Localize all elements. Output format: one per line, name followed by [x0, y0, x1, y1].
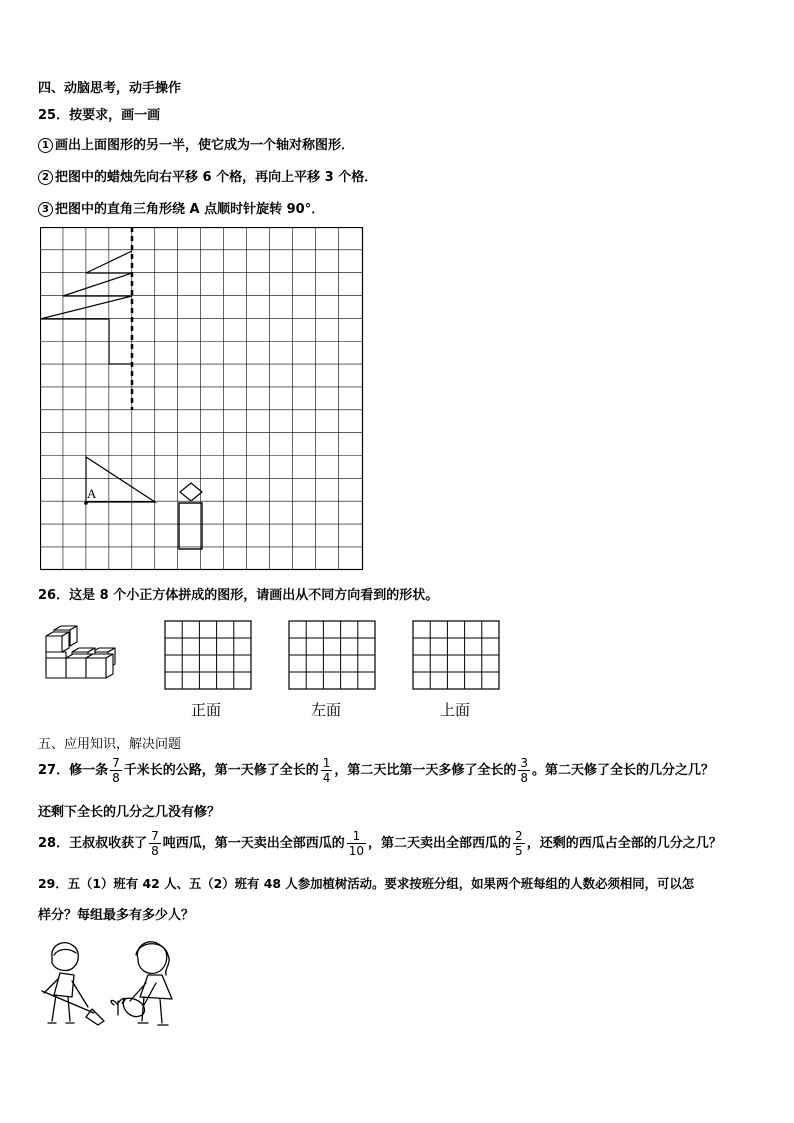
candle-flame: [180, 483, 202, 501]
fraction: $\frac{2}{5}$: [515, 829, 523, 858]
item-number: 2: [38, 170, 53, 185]
view-label-top: 上面: [440, 702, 471, 719]
question-28: 28．王叔叔收获了 $\frac{7}{8}$ 吨西瓜，第一天卖出全部西瓜的 $\frac{1}{10}$ ，第二天卖出全部西瓜的 $\frac{2}{5}$ ，还剩的西瓜占全部的几分之几？: [38, 829, 722, 858]
section-heading-5: 五、应用知识，解决问题: [38, 737, 182, 752]
item-number: 1: [38, 138, 53, 153]
fraction: $\frac{1}{10}$: [348, 829, 365, 858]
drawing-grid: [40, 227, 365, 572]
fraction: $\frac{7}{8}$: [151, 829, 159, 858]
question-27-line-2: 还剩下全长的几分之几没有修？: [38, 805, 221, 820]
question-25-item-2: 2 把图中的蜡烛先向右平移 6 个格，再向上平移 3 个格．: [38, 166, 377, 185]
fraction: $\frac{7}{8}$: [112, 756, 120, 785]
point-a-label: A: [87, 486, 97, 501]
question-29-line-1: 29．五（1）班有 42 人、五（2）班有 48 人参加植树活动。要求按班分组，如果两个班每组的人数必须相同，可以怎: [38, 876, 695, 891]
question-26-title: 26．这是 8 个小正方体拼成的图形，请画出从不同方向看到的形状。: [38, 588, 439, 603]
question-29-line-2: 样分？每组最多有多少人？: [38, 908, 195, 923]
question-25-item-1: 1 画出上面图形的另一半，使它成为一个轴对称图形．: [38, 134, 354, 153]
question-27-line-1: 27．修一条 $\frac{7}{8}$ 千米长的公路，第一天修了全长的 $\frac{1}{4}$ ，第二天比第一天多修了全长的 $\frac{3}{8}$ 。第二天修了全长的几分之几？: [38, 756, 715, 785]
point-a: [84, 501, 88, 505]
cube-figure: [42, 625, 126, 685]
item-number: 3: [38, 202, 53, 217]
section-heading-4: 四、动脑思考，动手操作: [38, 81, 182, 96]
view-label-left: 左面: [311, 702, 342, 719]
view-label-front: 正面: [191, 702, 222, 719]
fraction: $\frac{3}{8}$: [520, 756, 529, 785]
view-grid-left: [288, 620, 376, 690]
fraction: $\frac{1}{4}$: [322, 756, 331, 785]
view-grid-front: [164, 620, 252, 690]
question-25-title: 25．按要求，画一画: [38, 108, 161, 123]
candle-body: [179, 503, 202, 549]
view-grid-top: [412, 620, 500, 690]
children-planting-illustration: [38, 935, 198, 1045]
question-25-item-3: 3 把图中的直角三角形绕 A 点顺时针旋转 90°．: [38, 198, 324, 217]
